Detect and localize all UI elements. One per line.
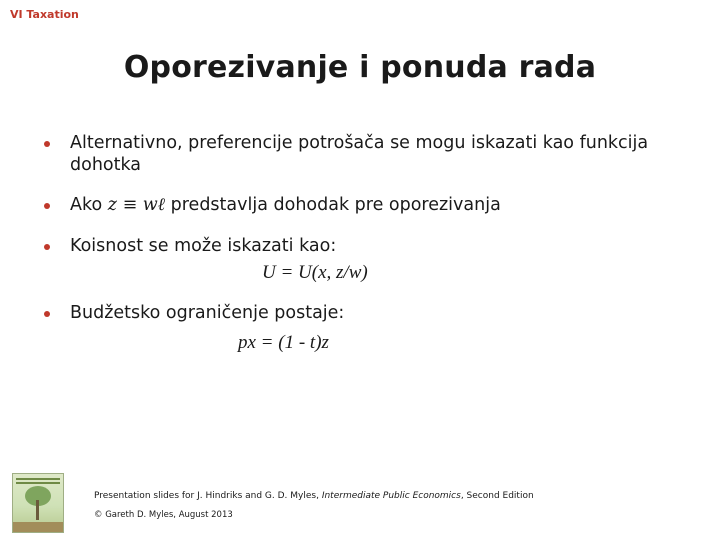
bullet-text: Alternativno, preferencije potrošača se mogu iskazati kao funkcija dohotka [70, 133, 649, 175]
bullet-dot-icon [44, 311, 50, 317]
bullet-dot-icon [44, 244, 50, 250]
bullet-dot-icon [44, 141, 50, 147]
slide-title: Oporezivanje i ponuda rada [123, 50, 597, 85]
book-title-bar [16, 482, 60, 484]
bullet-text: Budžetsko ograničenje postaje: [70, 303, 345, 323]
bullet-text: Koisnost se može iskazati kao: [70, 236, 337, 256]
footer-citation [94, 491, 534, 501]
bullet-item [44, 302, 344, 324]
bullet-item [44, 132, 684, 176]
section-label: VI Taxation [10, 8, 79, 21]
tree-trunk [36, 500, 39, 520]
bullet-math: z ≡ wℓ [107, 195, 166, 215]
footer-book-title: Intermediate Public Economics [321, 491, 461, 501]
bullet-text: Ako [70, 195, 103, 215]
book-ground [13, 522, 63, 532]
utility-formula: U = U(x, z/w) [262, 262, 368, 283]
book-cover-thumbnail [12, 473, 64, 533]
bullet-text: predstavlja dohodak pre oporezivanja [170, 195, 501, 215]
book-title-bar [16, 478, 60, 480]
footer-copyright: © Gareth D. Myles, August 2013 [94, 510, 233, 520]
bullet-dot-icon [44, 203, 50, 209]
footer [94, 491, 534, 520]
footer-suffix: , Second Edition [460, 491, 534, 501]
budget-formula: px = (1 - t)z [238, 332, 329, 353]
bullet-item [44, 235, 336, 257]
bullet-item [44, 194, 501, 216]
footer-prefix: Presentation slides for J. Hindriks and G. D. Myles, [94, 491, 319, 501]
